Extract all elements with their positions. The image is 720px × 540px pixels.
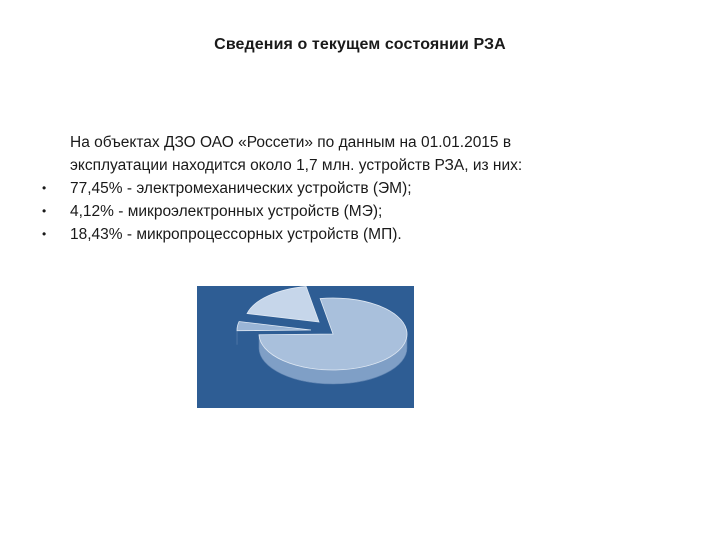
bullet-item-em bbox=[42, 177, 682, 200]
bullet-icon: • bbox=[42, 204, 47, 218]
bullet-text-em: 77,45% - электромеханических устройств (ЭМ); bbox=[70, 180, 412, 197]
intro-line-2: эксплуатации находится около 1,7 млн. устройств РЗА, из них: bbox=[70, 157, 523, 174]
pie-chart bbox=[197, 286, 414, 408]
intro-paragraph bbox=[70, 131, 682, 177]
intro-line-1: На объектах ДЗО ОАО «Россети» по данным на 01.01.2015 в bbox=[70, 134, 512, 151]
bullet-text-me: 4,12% - микроэлектронных устройств (МЭ); bbox=[70, 203, 383, 220]
bullet-icon: • bbox=[42, 227, 47, 241]
bullet-icon: • bbox=[42, 181, 47, 195]
slide-title: Сведения о текущем состоянии РЗА bbox=[214, 36, 506, 53]
pie-chart-svg bbox=[197, 286, 414, 408]
bullet-item-mp bbox=[42, 223, 682, 246]
bullet-item-me bbox=[42, 200, 682, 223]
slide-body bbox=[42, 131, 682, 246]
bullet-text-mp: 18,43% - микропроцессорных устройств (МП). bbox=[70, 226, 402, 243]
bullet-list bbox=[42, 177, 682, 246]
